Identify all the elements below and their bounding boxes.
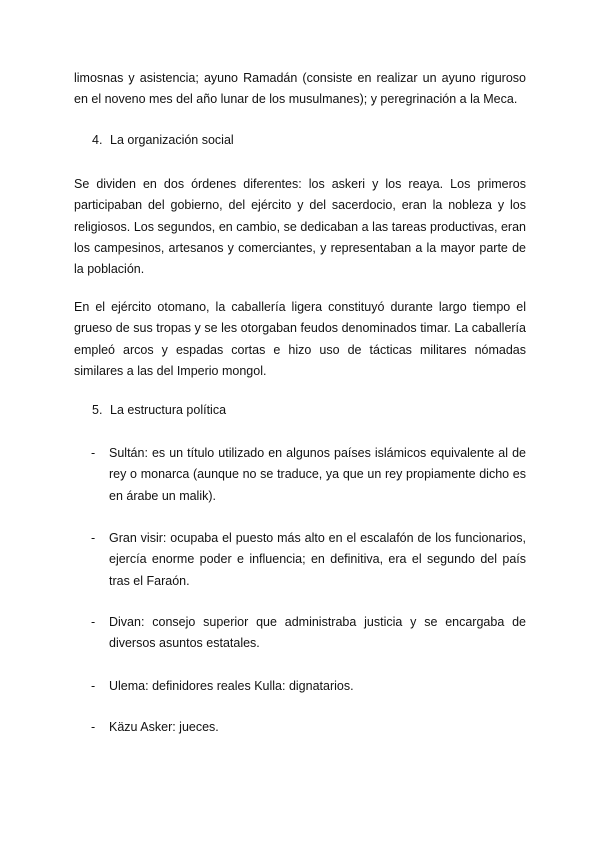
section-5-number: 5. — [92, 403, 103, 417]
list-item-text: Gran visir: ocupaba el puesto más alto en el escalafón de los funcionarios, ejercía enorme poder e influencia; en definitiva, era el segundo del país tras el Faraón. — [109, 531, 526, 588]
list-item-divan — [91, 612, 526, 655]
section-4-heading — [92, 130, 234, 151]
list-item-text: Ulema: definidores reales Kulla: dignatarios. — [109, 679, 354, 693]
bullet-dash: - — [91, 446, 96, 460]
list-item-text: Sultán: es un título utilizado en algunos países islámicos equivalente al de rey o monarca (aunque no se traduce, ya que un rey propiamente dicho es en árabe un malik). — [109, 446, 526, 503]
list-item-text: Käzu Asker: jueces. — [109, 720, 219, 734]
paragraph-army: En el ejército otomano, la caballería ligera constituyó durante largo tiempo el grueso de sus tropas y se les otorgaban feudos denominados timar. La caballería empleó arcos y espadas cortas e hizo uso de tácticas militares nómadas similares a las del Imperio mongol. — [74, 300, 526, 378]
section-5-title: La estructura política — [110, 403, 227, 417]
bullet-dash: - — [91, 720, 96, 734]
paragraph-social-organization: Se dividen en dos órdenes diferentes: los askeri y los reaya. Los primeros participaban del gobierno, del ejército y del sacerdocio, eran la nobleza y los religiosos. Los segundos, en cambio, se dedicaban a las tareas productivas, eran los campesinos, artesanos y comerciantes, y representaban a la mayor parte de la población. — [74, 177, 526, 277]
bullet-dash: - — [91, 679, 96, 693]
list-item-gran-visir — [91, 528, 526, 592]
paragraph-intro: limosnas y asistencia; ayuno Ramadán (consiste en realizar un ayuno riguroso en el noveno mes del año lunar de los musulmanes); y peregrinación a la Meca. — [74, 71, 526, 107]
section-4-number: 4. — [92, 133, 103, 147]
list-item-text: Divan: consejo superior que administraba justicia y se encargaba de diversos asuntos estatales. — [109, 615, 526, 651]
list-item-kazu-asker — [91, 717, 526, 738]
section-4-title: La organización social — [110, 133, 234, 147]
list-item-sultan — [91, 443, 526, 507]
bullet-dash: - — [91, 531, 96, 545]
list-item-ulema — [91, 676, 526, 697]
bullet-dash: - — [91, 615, 96, 629]
section-5-heading — [92, 400, 226, 421]
